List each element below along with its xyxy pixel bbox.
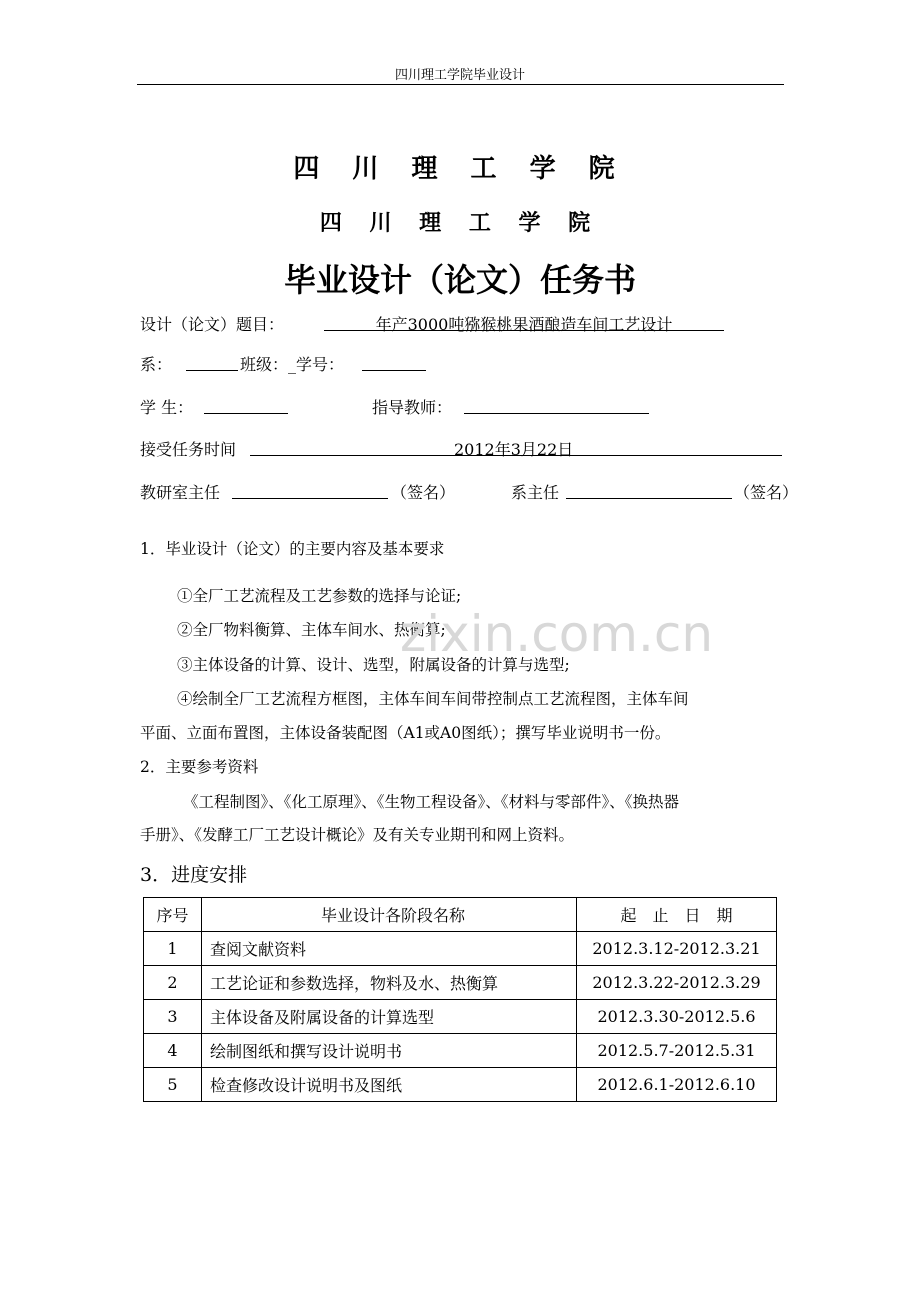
section3-heading: 3．进度安排 <box>140 864 248 886</box>
table-cell: 2 <box>144 966 202 1000</box>
receive-time-value: 2012年3月22日 <box>454 440 574 459</box>
requirement-item: ④绘制全厂工艺流程方框图，主体车间车间带控制点工艺流程图，主体车间 <box>177 690 689 708</box>
column-header: 毕业设计各阶段名称 <box>202 898 577 932</box>
school-subtitle: 四 川 理 工 学 院 <box>319 211 601 236</box>
column-header: 起 止 日 期 <box>577 898 777 932</box>
student-underline <box>204 395 288 414</box>
references-line: 《工程制图》、《化工原理》、《生物工程设备》、《材料与零部件》、《换热器 <box>183 793 680 811</box>
header-rule <box>137 84 784 85</box>
student-label: 学 生： <box>140 398 194 417</box>
table-cell: 检查修改设计说明书及图纸 <box>202 1068 577 1102</box>
table-cell: 查阅文献资料 <box>202 932 577 966</box>
dept-label: 系： <box>140 355 173 374</box>
table-cell: 绘制图纸和撰写设计说明书 <box>202 1034 577 1068</box>
requirement-item-continued: 平面、立面布置图，主体设备装配图（A1或A0图纸）；撰写毕业说明书一份。 <box>140 724 671 742</box>
running-header: 四川理工学院毕业设计 <box>394 68 525 83</box>
requirement-item: ③主体设备的计算、设计、选型，附属设备的计算与选型; <box>177 656 570 674</box>
table-cell: 5 <box>144 1068 202 1102</box>
table-row <box>144 1068 777 1102</box>
table-cell: 主体设备及附属设备的计算选型 <box>202 1000 577 1034</box>
table-row <box>144 1000 777 1034</box>
student-id-underline <box>362 352 426 371</box>
schedule-table <box>143 897 777 1102</box>
table-cell: 2012.3.12-2012.3.21 <box>577 932 777 966</box>
advisor-label: 指导教师： <box>372 398 453 417</box>
dept-head-label: 系主任 <box>511 483 560 502</box>
topic-underline <box>324 312 724 334</box>
watermark: zixin.com.cn <box>400 605 714 663</box>
lab-head-sign: （签名） <box>391 483 456 502</box>
table-cell: 3 <box>144 1000 202 1034</box>
table-header-row <box>144 898 777 932</box>
receive-time-label: 接受任务时间 <box>140 440 237 459</box>
column-header: 序号 <box>144 898 202 932</box>
lab-head-label: 教研室主任 <box>140 483 221 502</box>
references-line: 手册》、《发酵工厂工艺设计概论》及有关专业期刊和网上资料。 <box>140 826 575 844</box>
advisor-underline <box>464 395 649 414</box>
receive-time-underline <box>250 437 782 459</box>
document-title: 毕业设计（论文）任务书 <box>283 261 636 299</box>
topic-label: 设计（论文）题目： <box>140 315 285 334</box>
table-row <box>144 1034 777 1068</box>
table-row <box>144 966 777 1000</box>
section1-heading: 1．毕业设计（论文）的主要内容及基本要求 <box>140 540 445 558</box>
table-cell: 2012.6.1-2012.6.10 <box>577 1068 777 1102</box>
topic-value: 年产3000吨猕猴桃果酒酿造车间工艺设计 <box>375 315 673 334</box>
table-cell: 2012.3.22-2012.3.29 <box>577 966 777 1000</box>
table-cell: 2012.3.30-2012.5.6 <box>577 1000 777 1034</box>
dept-head-sign: （签名） <box>734 483 799 502</box>
school-title: 四 川 理 工 学 院 <box>293 154 627 184</box>
table-cell: 工艺论证和参数选择，物料及水、热衡算 <box>202 966 577 1000</box>
lab-head-underline <box>232 480 388 499</box>
class-student-id-label: 班级：_学号： <box>240 355 345 374</box>
requirement-item: ①全厂工艺流程及工艺参数的选择与论证; <box>177 587 462 605</box>
table-cell: 4 <box>144 1034 202 1068</box>
dept-head-underline <box>566 480 732 499</box>
requirement-item: ②全厂物料衡算、主体车间水、热衡算; <box>177 621 446 639</box>
table-cell: 2012.5.7-2012.5.31 <box>577 1034 777 1068</box>
section2-heading: 2．主要参考资料 <box>140 758 259 776</box>
table-row <box>144 932 777 966</box>
table-cell: 1 <box>144 932 202 966</box>
dept-underline <box>186 352 238 371</box>
